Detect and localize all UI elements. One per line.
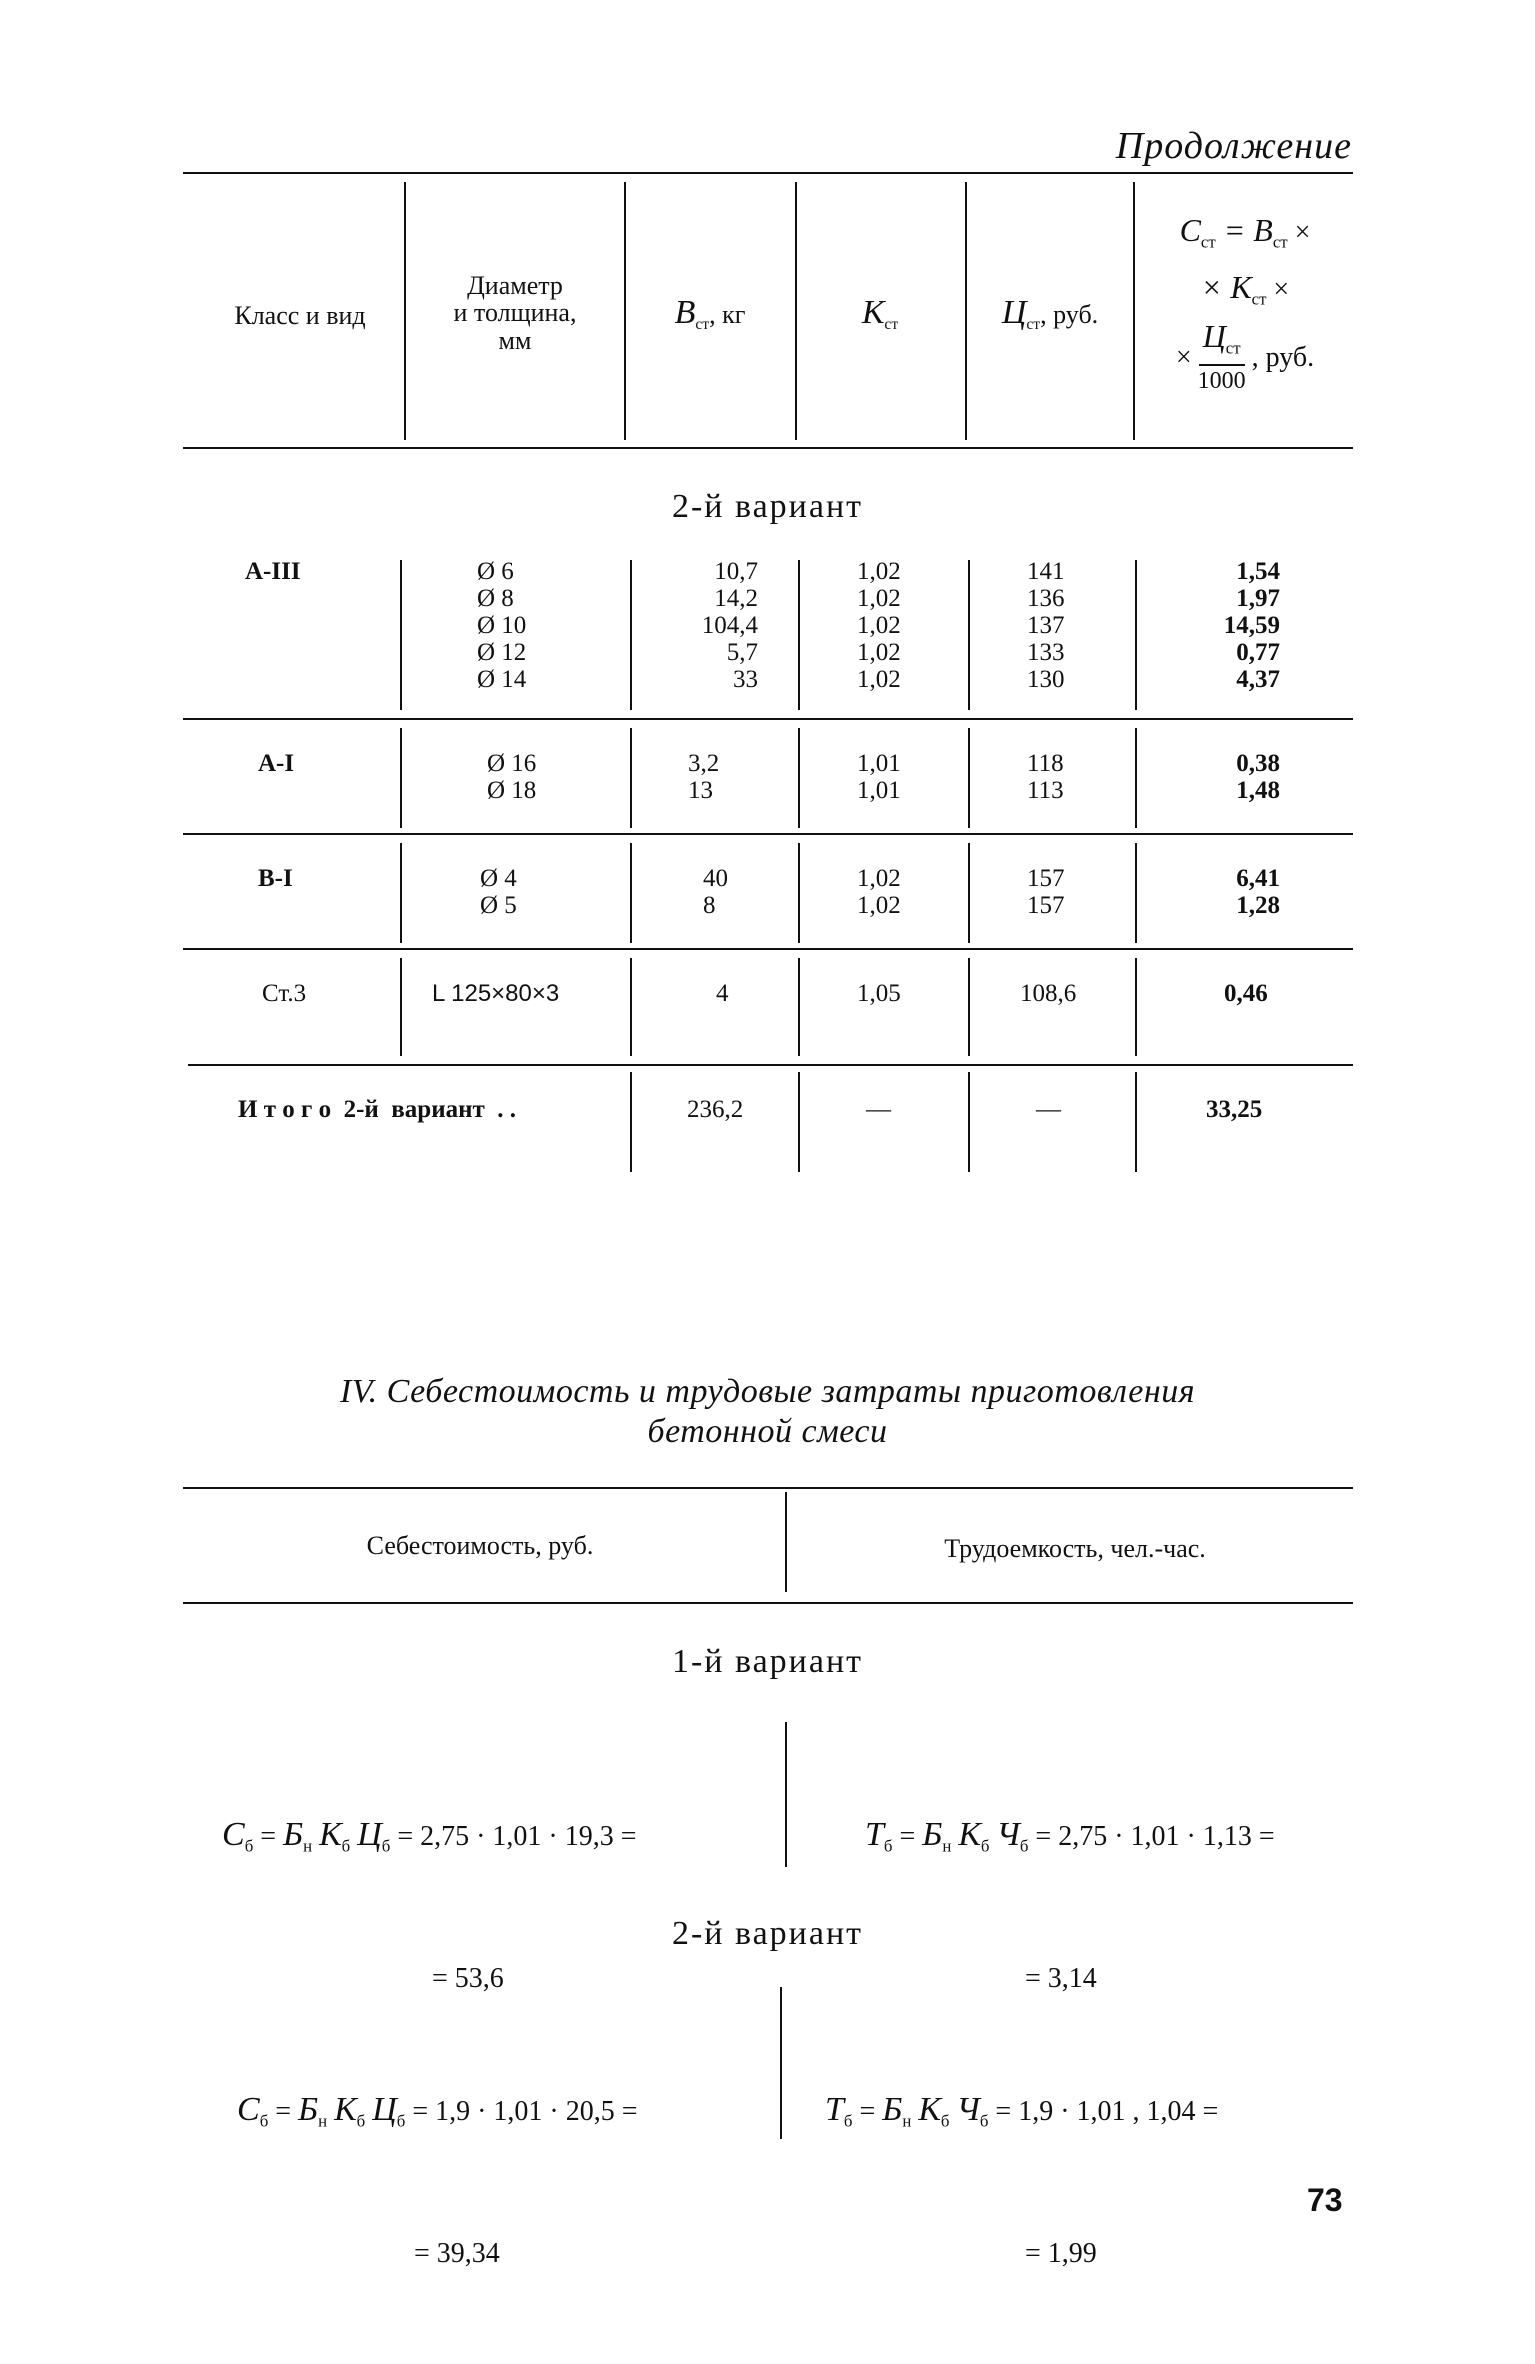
st3-bottom-rule (188, 1064, 1353, 1066)
header-divider-2 (624, 182, 626, 440)
section-title-line1: IV. Себестоимость и трудовые затраты приготовления (339, 1373, 1196, 1410)
variant2-labor-line2: = 1,99 (1025, 2237, 1097, 2269)
header-weight-symbol: В (674, 294, 696, 331)
variant2-labor-sym-t: Т (825, 2091, 844, 2128)
variant1-labor-line1: $Т_б = Б_н$ $К_б$ $Ч_б = 2,75 \cdot 1,01 \cdot 1,13$ = (865, 1816, 1275, 1856)
variant2-cost-sym-c: С (237, 2091, 260, 2128)
variant1-divider (785, 1722, 787, 1867)
a-iii-divider-3 (798, 560, 800, 710)
a-i-divider-2 (630, 728, 632, 828)
st3-divider-1 (400, 958, 402, 1056)
total-price: — (1036, 1096, 1061, 1123)
a-iii-divider-2 (630, 560, 632, 710)
b-i-divider-2 (630, 843, 632, 943)
row-coefs-b-i: 1,02 1,02 (857, 865, 901, 919)
st3-divider-5 (1135, 958, 1137, 1056)
section-header-cost: Себестоимость, руб. (366, 1531, 594, 1560)
section-table-top-rule (183, 1487, 1353, 1489)
variant2-cost-values: = 1,9 · 1,01 · 20,5 = (412, 2096, 638, 2127)
total-cost: 33,25 (1206, 1096, 1263, 1123)
variant2-cost-line2: = 39,34 (414, 2237, 500, 2269)
variant2-cost-formula (237, 2000, 638, 2364)
table-top-rule (183, 172, 1353, 174)
variant2-labor-values: = 1,9 · 1,01 , 1,04 = (995, 2096, 1219, 2127)
variant1-labor-sub-b1: б (883, 1836, 893, 1856)
variant2-cost-sub-b2: б (356, 2111, 366, 2131)
a-i-divider-4 (968, 728, 970, 828)
row-coefs-a-i: 1,01 1,01 (857, 750, 901, 804)
variant1-cost-values: = 2,75 · 1,01 · 19,3 = (397, 1821, 637, 1852)
variant2-cost-line1: $С_б = Б_н$ $К_б$ $Ц_б = 1,9 \cdot 1,01 \cdot 20,5$ = (237, 2091, 638, 2131)
page-number: 73 (1307, 2182, 1343, 2218)
variant1-labor-sub-n: н (942, 1836, 952, 1856)
variant1-cost-sym-k: К (319, 1816, 342, 1853)
variant2-labor-line1: $Т_б = Б_н$ $К_б$ $Ч_б = 1,9 \cdot 1,01$ , 1,04 = (825, 2091, 1219, 2131)
header-cost-line3 (1137, 318, 1353, 396)
row-prices-b-i: 157 157 (1027, 865, 1065, 919)
row-diameters-a-iii: Ø 6 Ø 8 Ø 10 Ø 12 Ø 14 (477, 558, 527, 693)
variant1-cost-sym-b: Б (283, 1816, 304, 1853)
header-diameter-line3: мм (498, 325, 532, 355)
variant1-cost-line2: = 53,6 (432, 1962, 504, 1994)
variant1-labor-values: = 2,75 · 1,01 · 1,13 = (1035, 1821, 1275, 1852)
row-costs-a-i: 0,38 1,48 (1236, 750, 1280, 804)
variant2-cost-sym-b: Б (298, 2091, 319, 2128)
header-diameter-line2: и толщина, (453, 298, 577, 328)
header-cost-times-2: × (1266, 273, 1290, 305)
variant2-labor-sub-b1: б (843, 2111, 853, 2131)
st3-divider-2 (630, 958, 632, 1056)
a-iii-bottom-rule (183, 718, 1353, 720)
section-header-divider (785, 1492, 787, 1592)
variant2-cost-sub-b3: б (396, 2111, 406, 2131)
header-weight-subscript: ст (695, 316, 710, 334)
header-cost-fraction-ts: Ц (1202, 318, 1226, 355)
a-iii-divider-4 (968, 560, 970, 710)
header-cost-k-subscript: ст (1251, 289, 1267, 309)
section-title-line2: бетонной смеси (647, 1413, 888, 1450)
header-divider-5 (1133, 182, 1135, 440)
row-costs-b-i: 6,41 1,28 (1236, 865, 1280, 919)
header-price (970, 295, 1130, 334)
st3-divider-4 (968, 958, 970, 1056)
row-class-a-i: A-I (258, 750, 295, 777)
header-cost-times-1: × (1287, 217, 1311, 248)
header-coef-symbol: К (861, 294, 885, 331)
b-i-divider-5 (1135, 843, 1137, 943)
a-i-divider-5 (1135, 728, 1137, 828)
header-coef (800, 295, 960, 334)
total-coef: — (866, 1096, 891, 1123)
header-cost-line2 (1137, 265, 1353, 322)
section-header-labor: Трудоемкость, чел.-час. (944, 1534, 1206, 1563)
row-class-a-iii: A-III (245, 558, 301, 585)
header-cost-c-subscript: ст (1200, 232, 1216, 252)
variant2-cost-sym-ts: Ц (372, 2091, 397, 2128)
variant2-labor-sym-ch: Ч (956, 2091, 980, 2128)
variant2-cost-sub-n: н (318, 2111, 328, 2131)
variant1-cost-sym-ts: Ц (357, 1816, 382, 1853)
total-weight: 236,2 (687, 1096, 744, 1123)
variant2-labor-sub-n: н (902, 2111, 912, 2131)
total-label: И т о г о 2-й вариант . . (238, 1096, 517, 1123)
header-cost-equals-b: = В (1215, 212, 1273, 248)
a-i-bottom-rule (183, 833, 1353, 835)
header-cost-fraction (1197, 318, 1246, 396)
continuation-label: Продолжение (1115, 125, 1352, 167)
header-cost (1137, 208, 1353, 396)
a-iii-divider-1 (400, 560, 402, 710)
a-i-divider-3 (798, 728, 800, 828)
row-class-b-i: B-I (258, 865, 293, 892)
table-header-bottom-rule (183, 447, 1353, 449)
row-prices-st3: 108,6 (1020, 980, 1077, 1007)
variant2-labor-sub-b2: б (940, 2111, 950, 2131)
row-diameters-a-i: Ø 16 Ø 18 (487, 750, 537, 804)
row-costs-st3: 0,46 (1224, 980, 1268, 1007)
variant1-labor-line2: = 3,14 (1025, 1962, 1097, 1994)
variant2-cost-sub-b1: б (259, 2111, 269, 2131)
header-class: Класс и вид (234, 301, 366, 330)
b-i-divider-1 (400, 843, 402, 943)
row-prices-a-i: 118 113 (1027, 750, 1064, 804)
variant1-labor-sub-b2: б (980, 1836, 990, 1856)
row-weights-a-iii: 10,7 14,2 104,4 5,7 33 (701, 558, 758, 693)
variant1-cost-sub-n: н (303, 1836, 313, 1856)
header-divider-3 (795, 182, 797, 440)
header-cost-fraction-subscript: ст (1225, 338, 1241, 358)
header-price-symbol: Ц (1001, 294, 1027, 331)
row-weights-st3: 4 (716, 980, 729, 1007)
row-coefs-st3: 1,05 (857, 980, 901, 1007)
header-cost-b-subscript: ст (1272, 232, 1288, 252)
variant1-labor-sym-k: К (958, 1816, 981, 1853)
row-costs-a-iii: 1,54 1,97 14,59 0,77 4,37 (1223, 558, 1280, 693)
row-weights-a-i: 3,2 13 (688, 750, 720, 804)
a-iii-divider-5 (1135, 560, 1137, 710)
row-diameters-st3: L 125×80×3 (432, 980, 560, 1007)
header-diameter-line1: Диаметр (467, 271, 563, 300)
header-price-subscript: ст (1026, 316, 1041, 334)
row-class-st3: Ст.3 (262, 980, 307, 1007)
header-cost-fraction-denominator: 1000 (1197, 367, 1246, 394)
total-divider-4 (1135, 1072, 1137, 1172)
variant2-cost-sym-k: К (334, 2091, 357, 2128)
variant2-labor-sym-b: Б (882, 2091, 903, 2128)
header-coef-subscript: ст (884, 316, 899, 334)
total-divider-2 (798, 1072, 800, 1172)
a-i-divider-1 (400, 728, 402, 828)
variant1-labor-sym-b: Б (922, 1816, 943, 1853)
variant1-cost-sym-c: С (222, 1816, 245, 1853)
header-diameter (410, 272, 620, 354)
header-divider-1 (404, 182, 406, 440)
header-cost-c-symbol: С (1179, 212, 1201, 248)
b-i-divider-3 (798, 843, 800, 943)
section-table-header-rule (183, 1602, 1353, 1604)
variant1-labor-sym-t: Т (865, 1816, 884, 1853)
variant1-cost-sub-b1: б (244, 1836, 254, 1856)
header-price-unit: , руб. (1040, 300, 1099, 329)
total-divider-1 (630, 1072, 632, 1172)
section-variant1-title: 1-й вариант (671, 1643, 864, 1680)
header-cost-times-k: × К (1200, 268, 1252, 305)
header-weight-unit: , кг (709, 300, 746, 329)
variant2-labor-sym-k: К (918, 2091, 941, 2128)
variant1-labor-sym-ch: Ч (996, 1816, 1020, 1853)
header-cost-fraction-numerator (1199, 318, 1245, 366)
row-coefs-a-iii: 1,02 1,02 1,02 1,02 1,02 (857, 558, 901, 693)
header-cost-times-3: × (1175, 342, 1192, 374)
row-diameters-b-i: Ø 4 Ø 5 (480, 865, 517, 919)
variant1-cost-sub-b2: б (341, 1836, 351, 1856)
b-i-divider-4 (968, 843, 970, 943)
header-divider-4 (965, 182, 967, 440)
total-divider-3 (968, 1072, 970, 1172)
row-prices-a-iii: 141 136 137 133 130 (1027, 558, 1065, 693)
row-weights-b-i: 40 8 (703, 865, 728, 919)
variant1-labor-sub-b3: б (1019, 1836, 1029, 1856)
variant1-cost-line1: $С_б = Б_н$ $К_б$ $Ц_б = 2,75 \cdot 1,01 \cdot 19,3$ = (222, 1816, 637, 1856)
variant2-divider (780, 1987, 782, 2139)
variant2-labor-sub-b3: б (979, 2111, 989, 2131)
header-cost-unit: , руб. (1251, 342, 1315, 374)
header-cost-line1 (1137, 208, 1353, 265)
variant1-cost-sub-b3: б (381, 1836, 391, 1856)
variant2-labor-formula (825, 2000, 1218, 2364)
header-weight (630, 295, 790, 334)
table-variant-title: 2-й вариант (671, 488, 864, 525)
st3-divider-3 (798, 958, 800, 1056)
b-i-bottom-rule (183, 948, 1353, 950)
section-variant2-title: 2-й вариант (671, 1915, 864, 1952)
